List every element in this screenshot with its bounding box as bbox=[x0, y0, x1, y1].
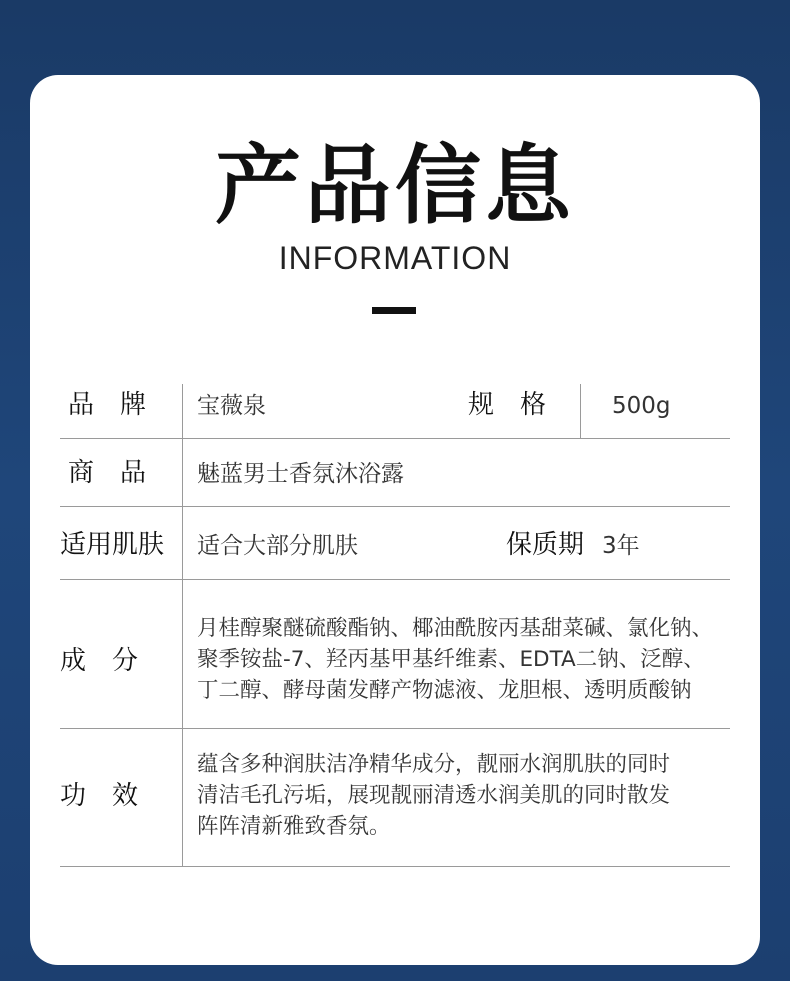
ingredients-text bbox=[197, 613, 732, 706]
ingredients-label: 成 分 bbox=[60, 646, 139, 676]
page-subtitle: INFORMATION bbox=[278, 240, 512, 276]
spec-label: 规 格 bbox=[468, 390, 547, 420]
spec-value: 500g bbox=[612, 393, 671, 419]
row-divider bbox=[60, 438, 730, 439]
row-divider bbox=[60, 866, 730, 867]
row-divider bbox=[60, 728, 730, 729]
effect-label: 功 效 bbox=[60, 781, 139, 811]
ingredients-line: 聚季铵盐-7、羟丙基甲基纤维素、EDTA二钠、泛醇、 bbox=[197, 647, 705, 672]
shelf-life-value: 3年 bbox=[602, 533, 640, 559]
row-divider bbox=[60, 579, 730, 580]
ingredients-line: 丁二醇、酵母菌发酵产物滤液、龙胆根、透明质酸钠 bbox=[197, 678, 692, 703]
title-divider bbox=[372, 307, 416, 314]
effect-line: 清洁毛孔污垢，展现靓丽清透水润美肌的同时散发 bbox=[197, 783, 671, 808]
row-divider bbox=[60, 506, 730, 507]
effect-line: 阵阵清新雅致香氛。 bbox=[197, 814, 391, 839]
product-value: 魅蓝男士香氛沐浴露 bbox=[197, 461, 404, 487]
column-divider bbox=[580, 384, 581, 438]
skin-type-label: 适用肌肤 bbox=[60, 530, 165, 560]
column-divider bbox=[182, 384, 183, 866]
brand-label: 品 牌 bbox=[68, 390, 147, 420]
brand-value: 宝薇泉 bbox=[197, 393, 266, 419]
ingredients-line: 月桂醇聚醚硫酸酯钠、椰油酰胺丙基甜菜碱、氯化钠、 bbox=[197, 616, 714, 641]
skin-type-value: 适合大部分肌肤 bbox=[197, 533, 358, 559]
effect-text bbox=[197, 749, 732, 842]
page-title: 产品信息 bbox=[215, 136, 575, 236]
product-label: 商 品 bbox=[68, 458, 147, 488]
shelf-life-label: 保质期 bbox=[506, 530, 585, 560]
effect-line: 蕴含多种润肤洁净精华成分，靓丽水润肌肤的同时 bbox=[197, 752, 671, 777]
